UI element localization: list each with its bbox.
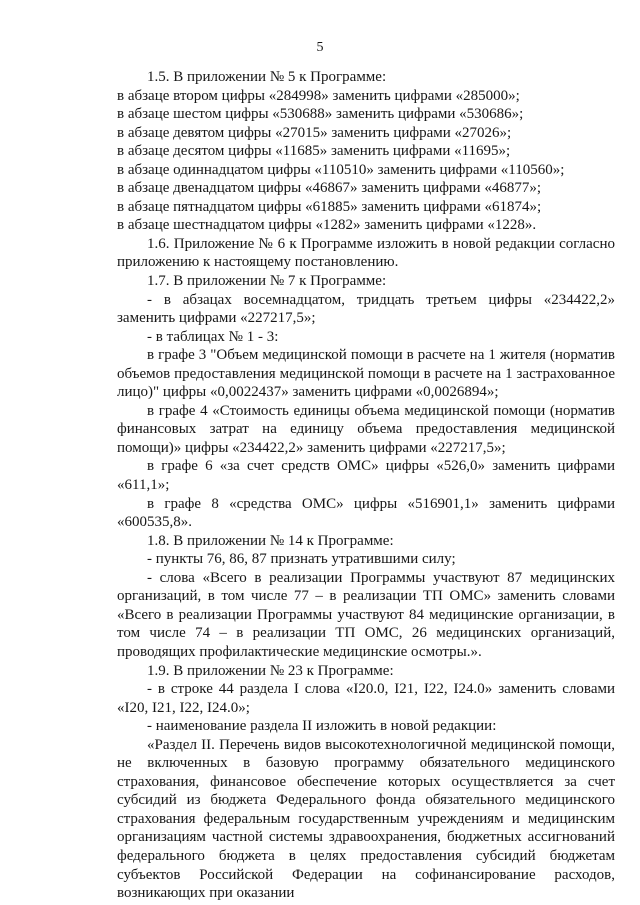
amendment-line: - наименование раздела II изложить в новой редакции: (147, 718, 497, 735)
amendment-line: в абзаце шестом цифры «530688» заменить цифрами «530686»; (117, 106, 524, 123)
amendment-line: в абзаце десятом цифры «11685» заменить цифрами «11695»; (117, 143, 511, 160)
amendment-line: в абзаце девятом цифры «27015» заменить цифрами «27026»; (117, 124, 512, 141)
amendment-line: - в строке 44 раздела I слова «I20.0, I21, I22, I24.0» заменить словами «I20, I21, I22, I24.0»; (117, 681, 615, 716)
amendment-line: в абзаце пятнадцатом цифры «61885» заменить цифрами «61874»; (117, 198, 542, 215)
amendment-line: в абзаце шестнадцатом цифры «1282» заменить цифрами «1228». (117, 217, 537, 234)
paragraph-1-7-heading: 1.7. В приложении № 7 к Программе: (147, 273, 387, 290)
amendment-line: в абзаце двенадцатом цифры «46867» заменить цифрами «46877»; (117, 180, 542, 197)
section-ii-title: «Раздел II. Перечень видов высокотехнологичной медицинской помощи, не включенных в базовую программу обязательного медицинского страхования, финансовое обеспечение которых осуществляется за счет субсидий из бюджета Федерального фонда обязательного медицинского страхования федеральным государственным учреждениям и медицинским организациям частной системы здравоохранения, бюджетных ассигнований федерального бюджета в целях предоставления субсидий бюджетам субъектов Российской Федерации на софинансирование расходов, возникающих при оказании (117, 736, 615, 902)
paragraph-1-8-heading: 1.8. В приложении № 14 к Программе: (147, 532, 394, 549)
amendment-line: - в абзацах восемнадцатом, тридцать третьем цифры «234422,2» заменить цифрами «227217,5»; (117, 291, 615, 327)
amendment-line: в графе 3 "Объем медицинской помощи в расчете на 1 жителя (норматив объемов предоставления медицинской помощи в расчете на 1 застрахованное лицо)" цифры «0,0022437» заменить цифрами «0,0026894»; (117, 347, 615, 401)
amendment-line: в абзаце одиннадцатом цифры «110510» заменить цифрами «110560»; (117, 161, 565, 178)
amendment-line: - пункты 76, 86, 87 признать утратившими силу; (147, 551, 456, 568)
amendment-line: - в таблицах № 1 - 3: (147, 328, 279, 345)
paragraph-1-6: 1.6. Приложение № 6 к Программе изложить в новой редакции согласно приложению к настоящему постановлению. (117, 235, 615, 271)
amendment-line: - слова «Всего в реализации Программы участвуют 87 медицинских организаций, в том числе 77 – в реализации ТП ОМС» заменить словами «Всего в реализации Программы участвуют 84 медицинские организации, в том числе 74 – в реализации ТП ОМС, 26 медицинских организаций, проводящих профилактические медицинские осмотры.». (117, 569, 615, 660)
amendment-line: в графе 6 «за счет средств ОМС» цифры «526,0» заменить цифрами «611,1»; (117, 458, 615, 494)
amendment-line: в абзаце втором цифры «284998» заменить цифрами «285000»; (117, 87, 520, 104)
paragraph-1-5-heading: 1.5. В приложении № 5 к Программе: (147, 69, 387, 85)
document-body (117, 68, 615, 903)
amendment-line: в графе 4 «Стоимость единицы объема медицинской помощи (норматив финансовых затрат на единицу объема предоставления медицинской помощи)» цифры «234422,2» заменить цифрами «227217,5»; (117, 402, 615, 456)
amendment-line: в графе 8 «средства ОМС» цифры «516901,1» заменить цифрами «600535,8». (117, 495, 615, 531)
page-number: 5 (316, 40, 324, 55)
paragraph-1-9-heading: 1.9. В приложении № 23 к Программе: (147, 662, 394, 679)
